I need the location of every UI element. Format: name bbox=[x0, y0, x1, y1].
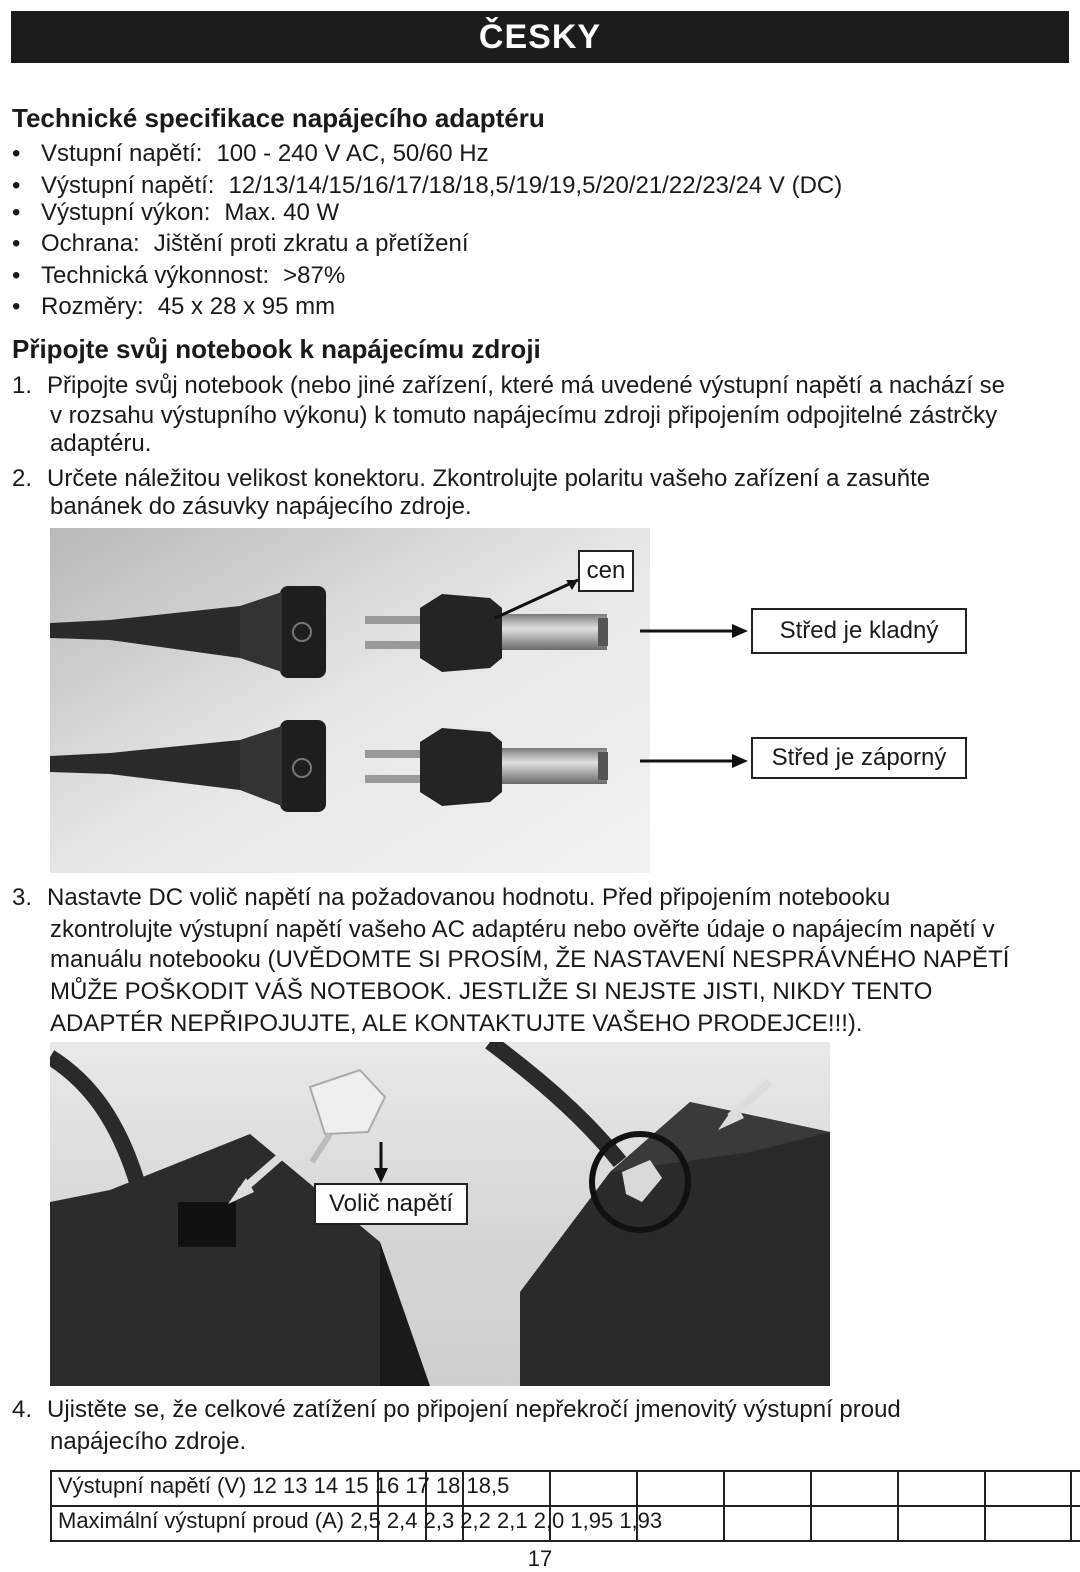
page-number: 17 bbox=[527, 1546, 553, 1571]
language-header bbox=[11, 11, 1069, 63]
step-number: 3. bbox=[12, 884, 33, 911]
step-text: adaptéru. bbox=[50, 430, 152, 457]
polarity-photo bbox=[50, 528, 650, 873]
step-text: manuálu notebooku (UVĚDOMTE SI PROSÍM, ŽE NASTAVENÍ NESPRÁVNÉHO NAPĚTÍ bbox=[50, 946, 1010, 973]
current-row-text: Maximální výstupní proud (A) 2,5 2,4 2,3 2,2 2,1 2,0 1,95 1,93 bbox=[58, 1508, 663, 1533]
arrow-negative-icon bbox=[638, 750, 750, 772]
cen-label: cen bbox=[578, 550, 634, 592]
spec-heading: Technické specifikace napájecího adaptéru bbox=[12, 103, 545, 133]
step-text: ADAPTÉR NEPŘIPOJUJTE, ALE KONTAKTUJTE VAŠEHO PRODEJCE!!!). bbox=[50, 1010, 863, 1037]
step-text: MŮŽE POŠKODIT VÁŠ NOTEBOOK. JESTLIŽE SI NEJSTE JISTI, NIKDY TENTO bbox=[50, 978, 933, 1005]
spec-item: • Výstupní napětí: 12/13/14/15/16/17/18/18,5/19/19,5/20/21/22/23/24 V (DC) bbox=[12, 172, 843, 199]
spec-item: • Rozměry: 45 x 28 x 95 mm bbox=[12, 293, 336, 320]
selector-arrow-icon bbox=[370, 1140, 392, 1185]
voltage-row-text: Výstupní napětí (V) 12 13 14 15 16 17 18 18,5 bbox=[58, 1473, 510, 1498]
step-text: Určete náležitou velikost konektoru. Zkontrolujte polaritu vašeho zařízení a zasuňte bbox=[47, 465, 931, 492]
connect-heading: Připojte svůj notebook k napájecímu zdroji bbox=[12, 334, 541, 364]
spec-item: • Výstupní výkon: Max. 40 W bbox=[12, 199, 340, 226]
center-negative-label: Střed je záporný bbox=[751, 737, 967, 779]
voltage-selector-label: Volič napětí bbox=[314, 1183, 468, 1225]
spec-item: • Vstupní napětí: 100 - 240 V AC, 50/60 Hz bbox=[12, 140, 489, 167]
step-text: Ujistěte se, že celkové zatížení po připojení nepřekročí jmenovitý výstupní proud bbox=[47, 1396, 901, 1423]
language-title: ČESKY bbox=[478, 17, 602, 56]
step-text: napájecího zdroje. bbox=[50, 1428, 247, 1455]
arrow-positive-icon bbox=[638, 620, 750, 642]
spec-item: • Technická výkonnost: >87% bbox=[12, 262, 346, 289]
step-text: Nastavte DC volič napětí na požadovanou hodnotu. Před připojením notebooku bbox=[47, 884, 891, 911]
step-number: 4. bbox=[12, 1396, 33, 1423]
spec-item: • Ochrana: Jištění proti zkratu a přetížení bbox=[12, 230, 469, 257]
step-text: banánek do zásuvky napájecího zdroje. bbox=[50, 493, 472, 520]
step-text: Připojte svůj notebook (nebo jiné zařízení, které má uvedené výstupní napětí a nachází se bbox=[47, 372, 1005, 399]
step-number: 2. bbox=[12, 465, 33, 492]
step-text: zkontrolujte výstupní napětí vašeho AC adaptéru nebo ověřte údaje o napájecím napětí v bbox=[50, 916, 995, 943]
step-number: 1. bbox=[12, 372, 33, 399]
center-positive-label: Střed je kladný bbox=[751, 608, 967, 654]
step-text: v rozsahu výstupního výkonu) k tomuto napájecímu zdroji připojením odpojitelné zástrčky bbox=[50, 402, 998, 429]
